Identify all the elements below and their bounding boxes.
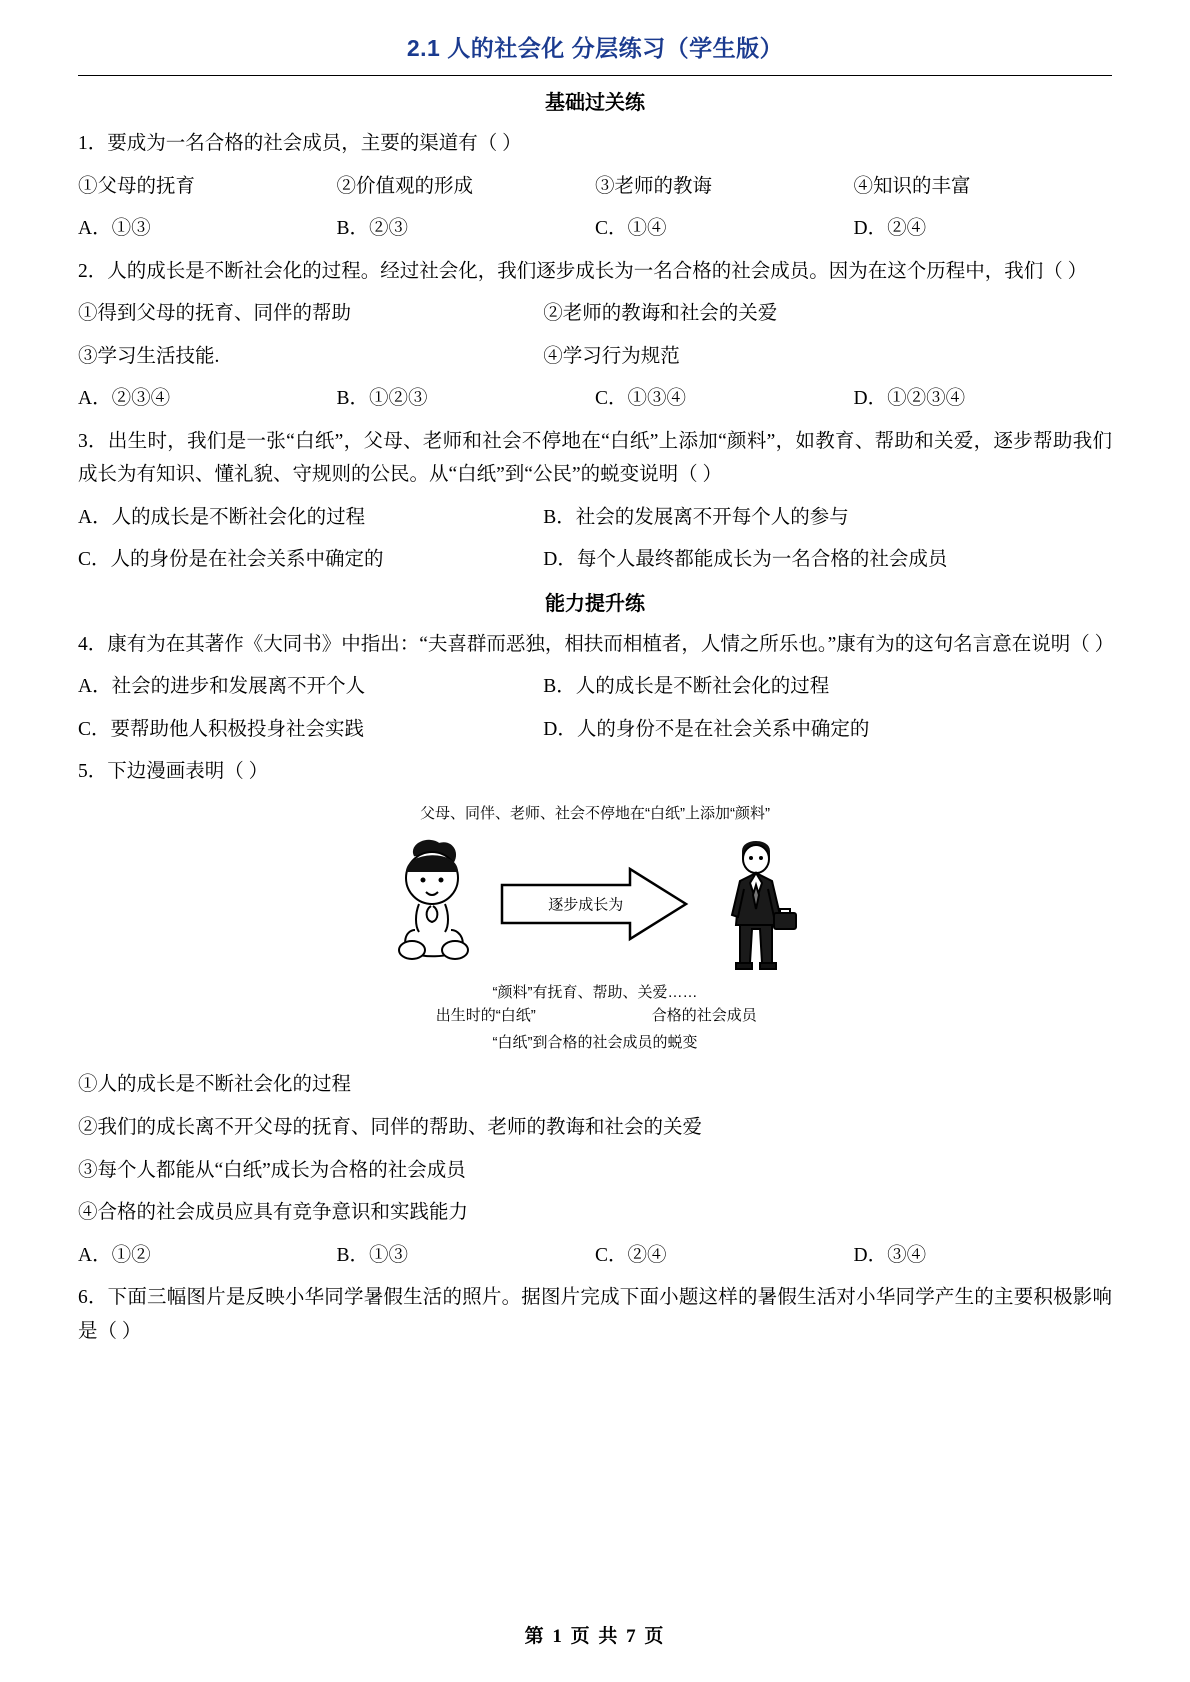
question-3-options-row1 <box>78 501 1112 535</box>
question-2-item-4: ④学习行为规范 <box>543 345 680 367</box>
question-4-options-row2 <box>78 713 1112 747</box>
section-heading-advanced: 能力提升练 <box>545 592 645 615</box>
comic-caption-top: 父母、同伴、老师、社会不停地在“白纸”上添加“颜料” <box>420 804 770 822</box>
question-5-option-b[interactable]: B．①③ <box>336 1244 409 1266</box>
question-5-option-a[interactable]: A．①② <box>78 1244 151 1266</box>
question-2-items-row1 <box>78 297 1112 331</box>
question-5-items <box>78 1068 1112 1229</box>
comic-body <box>385 829 805 979</box>
question-4-stem: 4．康有为在其著作《大同书》中指出：“夫喜群而恶独，相扶而相植者，人情之所乐也。”康有为的这句名言意在说明（ ） <box>78 633 1115 655</box>
question-3-stem: 3．出生时，我们是一张“白纸”，父母、老师和社会不停地在“白纸”上添加“颜料”，如教育、帮助和关爱，逐步帮助我们成长为有知识、懂礼貌、守规则的公民。从“白纸”到“公民”的蜕变说明（ ） <box>78 430 1112 486</box>
question-5-item-4: ④合格的社会成员应具有竞争意识和实践能力 <box>78 1202 469 1224</box>
question-1-item-1: ①父母的抚育 <box>78 175 196 197</box>
question-3-option-b[interactable]: B．社会的发展离不开每个人的参与 <box>543 506 849 528</box>
question-1-item-3: ③老师的教诲 <box>595 175 713 197</box>
arrow-wrap <box>480 864 710 944</box>
question-2-option-d[interactable]: D．①②③④ <box>853 388 966 410</box>
question-1-option-d[interactable]: D．②④ <box>853 218 927 240</box>
question-5-option-d[interactable]: D．③④ <box>853 1244 927 1266</box>
question-5-option-c[interactable]: C．②④ <box>595 1244 667 1266</box>
question-4-options-row1 <box>78 670 1112 704</box>
question-2-stem: 2．人的成长是不断社会化的过程。经过社会化，我们逐步成长为一名合格的社会成员。因为在这个历程中，我们（ ） <box>78 260 1088 282</box>
question-6-stem: 6．下面三幅图片是反映小华同学暑假生活的照片。据图片完成下面小题这样的暑假生活对小华同学产生的主要积极影响是（ ） <box>78 1287 1112 1342</box>
question-2-item-3: ③学习生活技能. <box>78 345 220 367</box>
arrow-label: 逐步成长为 <box>548 896 624 914</box>
question-5-stem: 5．下边漫画表明（ ） <box>78 761 269 783</box>
question-3-options-row2 <box>78 543 1112 577</box>
page-footer: 第 1 页 共 7 页 <box>524 1626 666 1647</box>
question-4-option-b[interactable]: B．人的成长是不断社会化的过程 <box>543 676 830 698</box>
question-1-option-b[interactable]: B．②③ <box>336 218 409 240</box>
page-title: 2.1 人的社会化 分层练习（学生版） <box>406 35 784 61</box>
question-5-options <box>78 1239 1112 1273</box>
comic-caption-bottom: “白纸”到合格的社会成员的蜕变 <box>492 1034 698 1052</box>
question-2-items-row2 <box>78 340 1112 374</box>
comic-mid-text: “颜料”有抚育、帮助、关爱…… <box>492 984 698 1002</box>
question-4-option-d[interactable]: D．人的身份不是在社会关系中确定的 <box>543 718 870 740</box>
question-3-option-d[interactable]: D．每个人最终都能成长为一名合格的社会成员 <box>543 549 948 571</box>
question-5-item-1: ①人的成长是不断社会化的过程 <box>78 1074 352 1096</box>
question-2-option-a[interactable]: A．②③④ <box>78 388 171 410</box>
question-1-item-2: ②价值观的形成 <box>336 175 474 197</box>
question-3-option-a[interactable]: A．人的成长是不断社会化的过程 <box>78 506 366 528</box>
question-5-item-2: ②我们的成长离不开父母的抚育、同伴的帮助、老师的教诲和社会的关爱 <box>78 1117 703 1138</box>
question-2-item-1: ①得到父母的抚育、同伴的帮助 <box>78 303 352 325</box>
comic-label-right: 合格的社会成员 <box>651 1007 757 1025</box>
question-1-items <box>78 170 1112 204</box>
question-5-figure <box>78 803 1112 1053</box>
question-1-options <box>78 212 1112 246</box>
adult-icon <box>710 829 805 979</box>
question-4-option-a[interactable]: A．社会的进步和发展离不开个人 <box>78 676 366 698</box>
comic-labels <box>385 1004 805 1025</box>
question-1-stem: 1．要成为一名合格的社会成员，主要的渠道有（ ） <box>78 133 522 154</box>
question-4-option-c[interactable]: C．要帮助他人积极投身社会实践 <box>78 718 365 740</box>
question-5-item-3: ③每个人都能从“白纸”成长为合格的社会成员 <box>78 1159 466 1181</box>
question-2-option-b[interactable]: B．①②③ <box>336 388 428 410</box>
question-2-options <box>78 382 1112 416</box>
title-divider <box>78 75 1112 76</box>
question-3-option-c[interactable]: C．人的身份是在社会关系中确定的 <box>78 549 384 571</box>
question-2-item-2: ②老师的教诲和社会的关爱 <box>543 303 778 325</box>
comic-illustration <box>385 803 805 1053</box>
question-1-item-4: ④知识的丰富 <box>853 175 971 197</box>
question-1-option-a[interactable]: A．①③ <box>78 218 151 240</box>
comic-label-left: 出生时的“白纸” <box>435 1007 536 1025</box>
baby-icon <box>385 834 480 974</box>
question-1-option-c[interactable]: C．①④ <box>595 218 667 240</box>
section-heading-basic: 基础过关练 <box>545 92 645 114</box>
question-2-option-c[interactable]: C．①③④ <box>595 388 687 410</box>
